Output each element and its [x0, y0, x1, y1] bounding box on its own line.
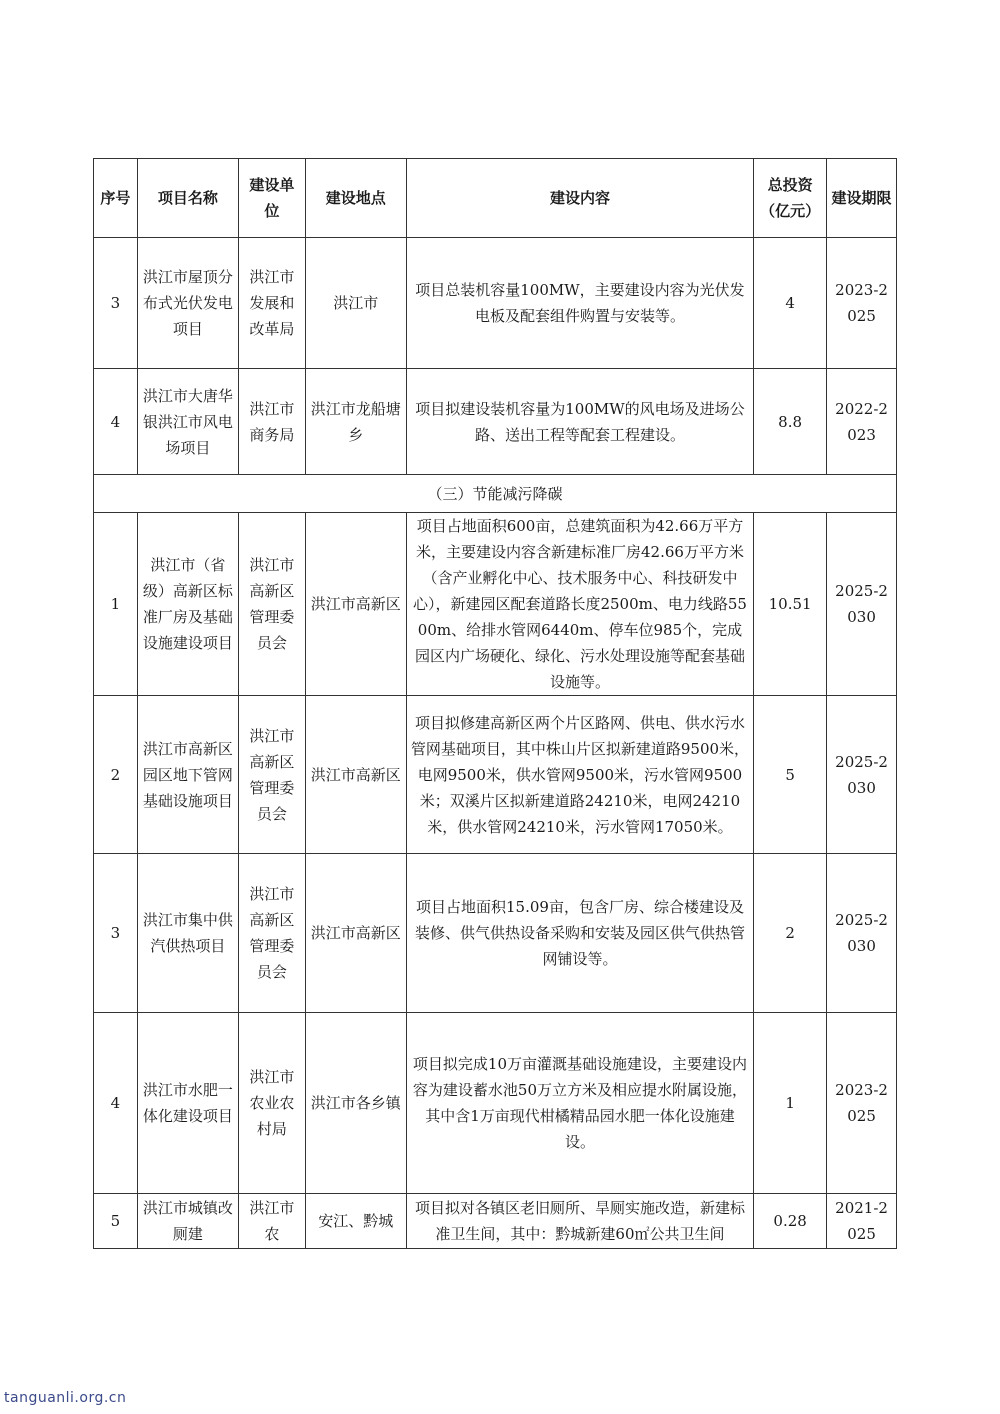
cell-investment: 0.28: [754, 1194, 827, 1249]
cell-name: 洪江市屋顶分布式光伏发电项目: [137, 238, 238, 369]
cell-name: 洪江市集中供汽供热项目: [137, 854, 238, 1013]
cell-no: 3: [94, 238, 138, 369]
cell-location: 洪江市高新区: [305, 513, 406, 696]
cell-content: 项目占地面积15.09亩，包含厂房、综合楼建设及装修、供气供热设备采购和安装及园区供气供热管网铺设等。: [406, 854, 753, 1013]
section-row: [94, 475, 897, 513]
header-location: 建设地点: [305, 159, 406, 238]
cell-name: 洪江市水肥一体化建设项目: [137, 1013, 238, 1194]
header-unit: 建设单位: [238, 159, 305, 238]
table-row: [94, 696, 897, 854]
table-row: [94, 369, 897, 475]
cell-unit: 洪江市商务局: [238, 369, 305, 475]
cell-no: 5: [94, 1194, 138, 1249]
table-row: [94, 1194, 897, 1249]
cell-investment: 2: [754, 854, 827, 1013]
cell-unit: 洪江市农: [238, 1194, 305, 1249]
cell-location: 洪江市高新区: [305, 854, 406, 1013]
cell-no: 2: [94, 696, 138, 854]
cell-name: 洪江市城镇改厕建: [137, 1194, 238, 1249]
table-row: [94, 1013, 897, 1194]
cell-period: 2021-2025: [827, 1194, 897, 1249]
cell-content: 项目总装机容量100MW，主要建设内容为光伏发电板及配套组件购置与安装等。: [406, 238, 753, 369]
cell-location: 安江、黔城: [305, 1194, 406, 1249]
header-content: 建设内容: [406, 159, 753, 238]
cell-name: 洪江市大唐华银洪江市风电场项目: [137, 369, 238, 475]
cell-no: 3: [94, 854, 138, 1013]
table-row: [94, 238, 897, 369]
cell-unit: 洪江市高新区管理委员会: [238, 854, 305, 1013]
cell-period: 2022-2023: [827, 369, 897, 475]
cell-content: 项目拟建设装机容量为100MW的风电场及进场公路、送出工程等配套工程建设。: [406, 369, 753, 475]
cell-unit: 洪江市高新区管理委员会: [238, 513, 305, 696]
cell-investment: 10.51: [754, 513, 827, 696]
header-no: 序号: [94, 159, 138, 238]
cell-period: 2025-2030: [827, 696, 897, 854]
cell-unit: 洪江市高新区管理委员会: [238, 696, 305, 854]
cell-investment: 4: [754, 238, 827, 369]
header-name: 项目名称: [137, 159, 238, 238]
cell-content: 项目拟完成10万亩灌溉基础设施建设，主要建设内容为建设蓄水池50万立方米及相应提水附属设施，其中含1万亩现代柑橘精品园水肥一体化设施建设。: [406, 1013, 753, 1194]
table-row: [94, 854, 897, 1013]
header-row: [94, 159, 897, 238]
cell-location: 洪江市: [305, 238, 406, 369]
cell-name: 洪江市（省级）高新区标准厂房及基础设施建设项目: [137, 513, 238, 696]
cell-investment: 8.8: [754, 369, 827, 475]
cell-content: 项目占地面积600亩，总建筑面积为42.66万平方米，主要建设内容含新建标准厂房42.66万平方米（含产业孵化中心、技术服务中心、科技研发中心），新建园区配套道路长度2500m、电力线路5500m、给排水管网6440m、停车位985个，完成园区内广场硬化、绿化、污水处理设施等配套基础设施等。: [406, 513, 753, 696]
cell-unit: 洪江市农业农村局: [238, 1013, 305, 1194]
cell-no: 4: [94, 1013, 138, 1194]
cell-no: 4: [94, 369, 138, 475]
cell-investment: 1: [754, 1013, 827, 1194]
table-row: [94, 513, 897, 696]
cell-investment: 5: [754, 696, 827, 854]
cell-name: 洪江市高新区园区地下管网基础设施项目: [137, 696, 238, 854]
header-period: 建设期限: [827, 159, 897, 238]
header-investment: 总投资（亿元）: [754, 159, 827, 238]
cell-content: 项目拟修建高新区两个片区路网、供电、供水污水管网基础项目，其中株山片区拟新建道路9500米，电网9500米，供水管网9500米，污水管网9500米；双溪片区拟新建道路24210米，电网24210米，供水管网24210米，污水管网17050米。: [406, 696, 753, 854]
cell-content: 项目拟对各镇区老旧厕所、旱厕实施改造，新建标准卫生间，其中：黔城新建60㎡公共卫生间: [406, 1194, 753, 1249]
watermark: tanguanli.org.cn: [4, 1390, 127, 1406]
section-title: （三）节能减污降碳: [94, 475, 897, 513]
cell-period: 2023-2025: [827, 238, 897, 369]
project-table: [93, 158, 897, 1249]
cell-period: 2025-2030: [827, 513, 897, 696]
cell-period: 2023-2025: [827, 1013, 897, 1194]
cell-period: 2025-2030: [827, 854, 897, 1013]
cell-location: 洪江市高新区: [305, 696, 406, 854]
cell-location: 洪江市龙船塘乡: [305, 369, 406, 475]
cell-unit: 洪江市发展和改革局: [238, 238, 305, 369]
cell-location: 洪江市各乡镇: [305, 1013, 406, 1194]
cell-no: 1: [94, 513, 138, 696]
